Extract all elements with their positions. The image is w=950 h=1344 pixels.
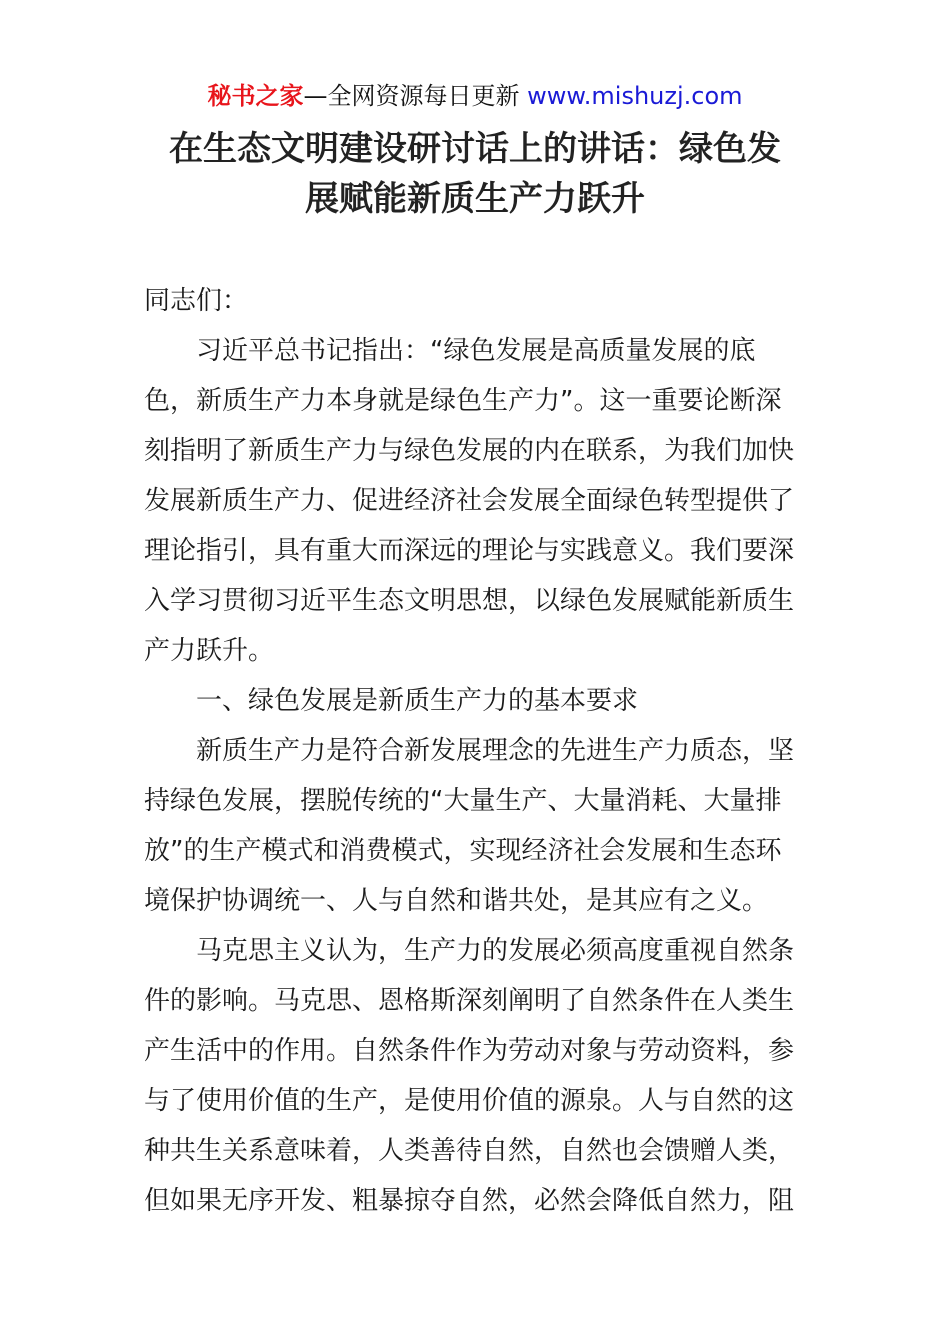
paragraph-line: 与了使用价值的生产，是使用价值的源泉。人与自然的这 bbox=[144, 1086, 795, 1116]
title-line: 展赋能新质生产力跃升 bbox=[305, 179, 645, 219]
paragraph-marxism bbox=[144, 926, 806, 1226]
salutation bbox=[144, 276, 806, 326]
salutation-text: 同志们： bbox=[144, 286, 249, 316]
document-body bbox=[144, 276, 806, 1226]
paragraph-line: 境保护协调统一、人与自然和谐共处，是其应有之义。 bbox=[144, 886, 769, 916]
paragraph-line: 新质生产力是符合新发展理念的先进生产力质态，坚 bbox=[196, 736, 795, 766]
section-heading bbox=[144, 676, 806, 726]
paragraph-section-1 bbox=[144, 726, 806, 926]
paragraph-line: 理论指引，具有重大而深远的理论与实践意义。我们要深 bbox=[144, 536, 795, 566]
paragraph-line: 种共生关系意味着，人类善待自然，自然也会馈赠人类， bbox=[144, 1136, 795, 1166]
title-line: 在生态文明建设研讨话上的讲话：绿色发 bbox=[169, 129, 781, 169]
site-tagline: —全网资源每日更新 bbox=[303, 82, 520, 110]
paragraph-line: 发展新质生产力、促进经济社会发展全面绿色转型提供了 bbox=[144, 486, 795, 516]
paragraph-line: 持绿色发展，摆脱传统的“大量生产、大量消耗、大量排 bbox=[144, 786, 782, 816]
site-header bbox=[0, 78, 950, 114]
paragraph-line: 色，新质生产力本身就是绿色生产力”。这一重要论断深 bbox=[144, 386, 782, 416]
paragraph-line: 件的影响。马克思、恩格斯深刻阐明了自然条件在人类生 bbox=[144, 986, 795, 1016]
paragraph-line: 放”的生产模式和消费模式，实现经济社会发展和生态环 bbox=[144, 836, 782, 866]
paragraph-line: 习近平总书记指出：“绿色发展是高质量发展的底 bbox=[196, 336, 756, 366]
paragraph-line: 刻指明了新质生产力与绿色发展的内在联系，为我们加快 bbox=[144, 436, 795, 466]
paragraph-line: 入学习贯彻习近平生态文明思想，以绿色发展赋能新质生 bbox=[144, 586, 795, 616]
paragraph-line: 但如果无序开发、粗暴掠夺自然，必然会降低自然力，阻 bbox=[144, 1186, 795, 1216]
site-url-link[interactable]: www.mishuzj.com bbox=[527, 82, 743, 110]
paragraph-intro bbox=[144, 326, 806, 676]
section-heading-text: 一、绿色发展是新质生产力的基本要求 bbox=[196, 686, 639, 716]
paragraph-line: 马克思主义认为，生产力的发展必须高度重视自然条 bbox=[196, 936, 795, 966]
document-title bbox=[120, 124, 830, 224]
site-brand: 秘书之家 bbox=[207, 82, 304, 110]
paragraph-line: 产生活中的作用。自然条件作为劳动对象与劳动资料，参 bbox=[144, 1036, 795, 1066]
paragraph-line: 产力跃升。 bbox=[144, 636, 275, 666]
